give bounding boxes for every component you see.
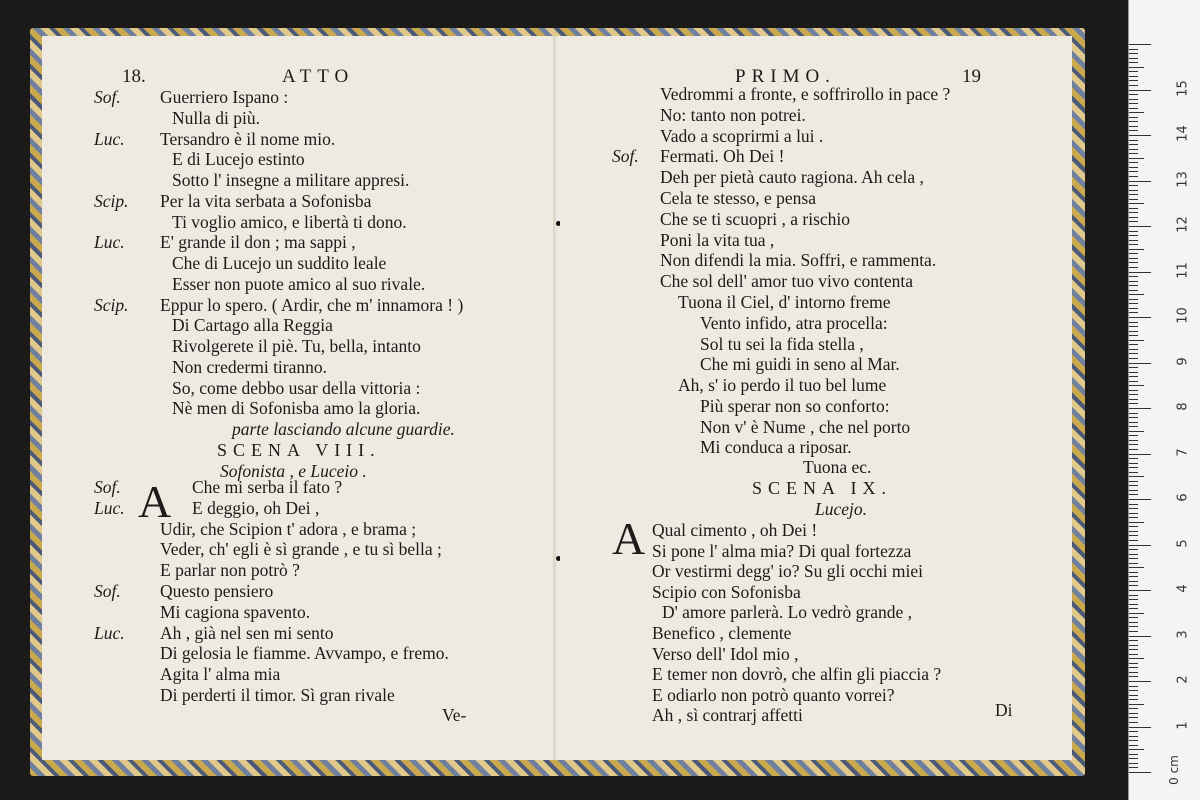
ruler-tick — [1129, 549, 1138, 550]
ruler-tick — [1129, 162, 1138, 163]
text-line: Tersandro è il nome mio. — [160, 128, 336, 149]
ruler-tick — [1129, 749, 1144, 750]
ruler-tick — [1129, 772, 1151, 773]
ruler-label: 7 — [1175, 447, 1191, 457]
ruler-tick — [1129, 758, 1138, 759]
speaker-label: Sof. — [94, 477, 121, 497]
ruler-tick — [1129, 526, 1138, 527]
ruler-tick — [1129, 403, 1138, 404]
ruler-tick — [1129, 363, 1151, 364]
ruler-tick — [1129, 140, 1138, 141]
ruler-tick — [1129, 85, 1138, 86]
ruler-tick — [1129, 636, 1151, 637]
ruler-tick — [1129, 272, 1151, 273]
catchword-left: Ve- — [442, 705, 467, 725]
ruler-label: 10 — [1175, 307, 1191, 324]
ruler-tick — [1129, 290, 1138, 291]
ruler-tick — [1129, 467, 1138, 468]
ruler-tick — [1129, 80, 1138, 81]
text-line: Vedrommi a fronte, e soffrirollo in pace ? — [660, 84, 951, 104]
ruler-tick — [1129, 481, 1138, 482]
ruler-label: 13 — [1175, 170, 1191, 188]
ruler-tick — [1129, 335, 1138, 336]
scene-title-right: SCENA IX. — [752, 478, 893, 498]
ruler-tick — [1129, 303, 1138, 304]
ruler-tick — [1129, 649, 1138, 650]
ruler-tick — [1129, 135, 1151, 136]
ruler-tick — [1129, 413, 1138, 414]
scene-characters-right: Lucejo. — [815, 499, 868, 519]
ruler-tick — [1129, 558, 1138, 559]
ruler-tick — [1129, 281, 1138, 282]
text-line: D' amore parlerà. Lo vedrò grande , — [662, 602, 912, 623]
text-line: Più sperar non so conforto: — [700, 395, 890, 416]
ruler-tick — [1129, 631, 1138, 632]
text-line: Di Cartago alla Reggia — [172, 315, 333, 336]
text-line: Ti voglio amico, e libertà ti dono. — [172, 211, 407, 232]
text-line: Non credermi tiranno. — [172, 356, 328, 377]
text-line: Che mi guidi in seno al Mar. — [700, 354, 900, 375]
text-line: Ah, s' io perdo il tuo bel lume — [678, 375, 887, 395]
page-number-right: 19 — [962, 66, 981, 87]
ruler-tick — [1129, 699, 1138, 700]
ruler-tick — [1129, 167, 1138, 168]
ruler-tick — [1129, 645, 1138, 646]
ruler-tick — [1129, 112, 1144, 113]
ruler-tick — [1129, 367, 1138, 368]
drop-cap-right: A — [612, 513, 646, 564]
ruler-tick — [1129, 763, 1138, 764]
text-line: Vento infido, atra procella: — [700, 312, 888, 333]
ruler-tick — [1129, 708, 1138, 709]
text-line: E parlar non potrò ? — [160, 560, 300, 581]
ruler-tick — [1129, 144, 1138, 145]
ruler-tick — [1129, 736, 1138, 737]
ruler-tick — [1129, 76, 1138, 77]
ruler-tick — [1129, 713, 1138, 714]
text-line: Che mi serba il fato ? — [192, 477, 343, 497]
ruler-tick — [1129, 44, 1151, 45]
ruler-tick — [1129, 358, 1138, 359]
text-line: Fermati. Oh Dei ! — [660, 146, 785, 167]
ruler-tick — [1129, 681, 1151, 682]
ruler-tick — [1129, 581, 1138, 582]
text-line: Non v' è Nume , che nel porto — [700, 416, 911, 437]
text-line: Sol tu sei la fida stella , — [700, 333, 864, 354]
ruler-tick — [1129, 740, 1138, 741]
ruler-tick — [1129, 454, 1151, 455]
ruler-tick — [1129, 463, 1138, 464]
ruler-tick — [1129, 317, 1151, 318]
ruler-tick — [1129, 344, 1138, 345]
text-line: E di Lucejo estinto — [172, 149, 305, 170]
ruler-tick — [1129, 476, 1144, 477]
ruler-tick — [1129, 426, 1138, 427]
ruler-tick — [1129, 622, 1138, 623]
ruler-tick — [1129, 199, 1138, 200]
text-line: Poni la vita tua , — [660, 229, 775, 250]
ruler-tick — [1129, 235, 1138, 236]
ruler-label: 9 — [1175, 356, 1191, 366]
ruler-tick — [1129, 203, 1144, 204]
text-line: Nulla di più. — [172, 107, 260, 128]
text-line: Per la vita serbata a Sofonisba — [160, 190, 372, 211]
ruler-tick — [1129, 490, 1138, 491]
speaker-label: Luc. — [94, 622, 125, 643]
text-line: Che di Lucejo un suddito leale — [172, 253, 387, 273]
ruler-tick — [1129, 485, 1138, 486]
text-line: Di perderti il timor. Sì gran rivale — [160, 685, 395, 705]
text-line: Ah , già nel sen mi sento — [160, 622, 334, 643]
text-line: Esser non puote amico al suo rivale. — [172, 273, 426, 294]
speaker-label: Scip. — [94, 294, 129, 315]
ruler-tick — [1129, 326, 1138, 327]
ruler-tick — [1129, 540, 1138, 541]
ruler-tick — [1129, 613, 1144, 614]
ruler-tick — [1129, 449, 1138, 450]
ruler-tick — [1129, 181, 1151, 182]
ruler-tick — [1129, 417, 1138, 418]
ruler-label: 4 — [1175, 584, 1191, 593]
text-line: Mi conduca a riposar. — [700, 437, 852, 458]
ruler-tick — [1129, 194, 1138, 195]
ruler-tick — [1129, 585, 1138, 586]
ruler-tick — [1129, 121, 1138, 122]
text-line: Di gelosia le fiamme. Avvampo, e fremo. — [160, 643, 449, 664]
ruler-tick — [1129, 408, 1151, 409]
ruler-tick — [1129, 590, 1151, 591]
text-line: Agita l' alma mia — [160, 664, 281, 685]
ruler-tick — [1129, 422, 1138, 423]
ruler-label: 15 — [1175, 79, 1191, 97]
ruler-tick — [1129, 190, 1138, 191]
ruler-tick — [1129, 695, 1138, 696]
ruler-tick — [1129, 458, 1138, 459]
ruler-tick — [1129, 658, 1144, 659]
text-line: Non difendi la mia. Soffri, e rammenta. — [660, 250, 937, 271]
ruler-tick — [1129, 349, 1138, 350]
text-line: Nè men di Sofonisba amo la gloria. — [172, 398, 421, 419]
running-head-left: ATTO — [282, 66, 355, 87]
ruler-tick — [1129, 667, 1138, 668]
text-line: Ah , sì contrarj affetti — [652, 705, 803, 726]
ruler-tick — [1129, 508, 1138, 509]
running-head-right: PRIMO. — [735, 66, 836, 87]
ruler-tick — [1129, 331, 1138, 332]
ruler-tick — [1129, 117, 1138, 118]
text-line: Veder, ch' egli è sì grande , e tu sì bella ; — [160, 539, 442, 560]
ruler-label: 0 cm — [1166, 755, 1181, 785]
ruler-tick — [1129, 686, 1138, 687]
ruler-tick — [1129, 308, 1138, 309]
ruler-tick — [1129, 513, 1138, 514]
ruler-tick — [1129, 212, 1138, 213]
text-line: E temer non dovrò, che alfin gli piaccia ? — [652, 664, 942, 685]
ruler-label: 12 — [1175, 216, 1191, 233]
ruler-tick — [1129, 285, 1138, 286]
ruler-tick — [1129, 126, 1138, 127]
ruler-tick — [1129, 149, 1138, 150]
ruler-label: 2 — [1175, 675, 1191, 684]
ruler-tick — [1129, 312, 1138, 313]
ruler-tick — [1129, 67, 1144, 68]
ruler-tick — [1129, 94, 1138, 95]
right-page — [560, 36, 1072, 760]
text-line: Che sol dell' amor tuo vivo contenta — [660, 271, 913, 292]
ruler-tick — [1129, 727, 1151, 728]
ruler-tick — [1129, 262, 1138, 263]
ruler-tick — [1129, 258, 1138, 259]
text-line: Qual cimento , oh Dei ! — [652, 520, 818, 540]
ruler-tick — [1129, 394, 1138, 395]
speaker-label: Luc. — [94, 128, 125, 149]
ruler-tick — [1129, 249, 1144, 250]
ruler-tick — [1129, 153, 1138, 154]
text-line: E' grande il don ; ma sappi , — [160, 232, 356, 253]
text-line: No: tanto non potrei. — [660, 104, 806, 125]
ruler-tick — [1129, 608, 1138, 609]
ruler-tick — [1129, 626, 1138, 627]
ruler-tick — [1129, 604, 1138, 605]
ruler-tick — [1129, 385, 1144, 386]
ruler-tick — [1129, 754, 1138, 755]
ruler-tick — [1129, 431, 1144, 432]
ruler-tick — [1129, 62, 1138, 63]
ruler-tick — [1129, 704, 1144, 705]
ruler-tick — [1129, 535, 1138, 536]
catchword-right: Di — [995, 700, 1013, 720]
ruler-tick — [1129, 572, 1138, 573]
ruler-tick — [1129, 299, 1138, 300]
text-line: Sotto l' insegne a militare appresi. — [172, 170, 410, 190]
ruler-tick — [1129, 717, 1138, 718]
ruler-tick — [1129, 267, 1138, 268]
ruler-tick — [1129, 221, 1138, 222]
ruler-tick — [1129, 103, 1138, 104]
ruler-tick — [1129, 71, 1138, 72]
ruler-tick — [1129, 244, 1138, 245]
text-line: Questo pensiero — [160, 581, 274, 601]
ruler-tick — [1129, 494, 1138, 495]
text-line: Che se ti scuopri , a rischio — [660, 208, 851, 229]
ruler-label: 6 — [1175, 493, 1191, 502]
stage-direction: parte lasciando alcune guardie. — [232, 419, 455, 439]
ruler-tick — [1129, 208, 1138, 209]
text-line: Si pone l' alma mia? Di qual fortezza — [652, 540, 912, 561]
ruler-tick — [1129, 53, 1138, 54]
ruler-tick — [1129, 672, 1138, 673]
speaker-label: Luc. — [94, 497, 125, 518]
text-line: Eppur lo spero. ( Ardir, che m' innamora ! ) — [160, 294, 464, 315]
ruler-tick — [1129, 563, 1138, 564]
speaker-label: Luc. — [94, 232, 125, 253]
text-line: Udir, che Scipion t' adora , e brama ; — [160, 518, 417, 539]
ruler-tick — [1129, 554, 1138, 555]
ruler-tick — [1129, 617, 1138, 618]
ruler-tick — [1129, 531, 1138, 532]
ruler-tick — [1129, 731, 1138, 732]
left-page — [42, 36, 559, 760]
text-line: Vado a scoprirmi a lui . — [660, 125, 824, 146]
speaker-label: Sof. — [94, 87, 121, 107]
text-line: Mi cagiona spavento. — [160, 601, 311, 622]
ruler-tick — [1129, 185, 1138, 186]
ruler-tick — [1129, 499, 1151, 500]
ruler-tick — [1129, 517, 1138, 518]
ruler-tick — [1129, 322, 1138, 323]
ruler-tick — [1129, 663, 1138, 664]
ruler-label: 8 — [1175, 402, 1191, 411]
ruler-tick — [1129, 372, 1138, 373]
ruler-tick — [1129, 722, 1138, 723]
text-line: Scipio con Sofonisba — [652, 581, 801, 602]
ruler-tick — [1129, 49, 1138, 50]
ruler-tick — [1129, 158, 1144, 159]
ruler-tick — [1129, 399, 1138, 400]
aria-direction: Tuona ec. — [803, 457, 872, 477]
ruler-tick — [1129, 567, 1144, 568]
text-line: Guerriero Ispano : — [160, 87, 289, 107]
drop-cap-left: A — [138, 476, 172, 527]
page-number-left: 18. — [122, 66, 146, 87]
ruler-tick — [1129, 654, 1138, 655]
ruler-tick — [1129, 171, 1138, 172]
ruler-tick — [1129, 690, 1138, 691]
text-line: Verso dell' Idol mio , — [652, 643, 799, 664]
ruler-tick — [1129, 376, 1138, 377]
ruler-tick — [1129, 390, 1138, 391]
ruler-label: 11 — [1175, 261, 1191, 279]
ruler-tick — [1129, 595, 1138, 596]
ruler-tick — [1129, 176, 1138, 177]
ruler-tick — [1129, 472, 1138, 473]
measurement-ruler — [1128, 0, 1200, 800]
ruler-tick — [1129, 381, 1138, 382]
book-spread — [30, 28, 1085, 776]
text-line: So, come debbo usar della vittoria : — [172, 377, 421, 398]
ruler-tick — [1129, 640, 1138, 641]
ruler-tick — [1129, 353, 1138, 354]
speaker-label: Sof. — [94, 581, 121, 601]
ruler-tick — [1129, 504, 1138, 505]
ruler-tick — [1129, 58, 1138, 59]
text-line: Deh per pietà cauto ragiona. Ah cela , — [660, 167, 924, 188]
ruler-tick — [1129, 440, 1138, 441]
ruler-tick — [1129, 545, 1151, 546]
ruler-tick — [1129, 340, 1144, 341]
text-line: Rivolgerete il piè. Tu, bella, intanto — [172, 336, 421, 356]
ruler-tick — [1129, 676, 1138, 677]
ruler-tick — [1129, 294, 1144, 295]
speaker-label: Scip. — [94, 190, 129, 211]
speaker-label: Sof. — [612, 146, 639, 167]
ruler-tick — [1129, 240, 1138, 241]
text-line: Or vestirmi degg' io? Su gli occhi miei — [652, 561, 923, 582]
ruler-tick — [1129, 599, 1138, 600]
ruler-tick — [1129, 231, 1138, 232]
ruler-tick — [1129, 435, 1138, 436]
ruler-tick — [1129, 522, 1144, 523]
text-line: E deggio, oh Dei , — [192, 497, 320, 518]
text-line: Cela te stesso, e pensa — [660, 188, 816, 208]
ruler-label: 3 — [1175, 629, 1191, 639]
ruler-label: 14 — [1175, 125, 1191, 142]
ruler-tick — [1129, 444, 1138, 445]
ruler-tick — [1129, 108, 1138, 109]
ruler-tick — [1129, 253, 1138, 254]
scene-characters-left: Sofonista , e Luceio . — [220, 461, 367, 481]
ruler-tick — [1129, 99, 1138, 100]
ruler-tick — [1129, 767, 1138, 768]
text-line: Tuona il Ciel, d' intorno freme — [678, 292, 891, 312]
ruler-tick — [1129, 90, 1151, 91]
text-line: E odiarlo non potrò quanto vorrei? — [652, 684, 895, 705]
text-line: Benefico , clemente — [652, 623, 792, 643]
ruler-tick — [1129, 576, 1138, 577]
ruler-tick — [1129, 276, 1138, 277]
ruler-tick — [1129, 130, 1138, 131]
ruler-tick — [1129, 226, 1151, 227]
ruler-tick — [1129, 217, 1138, 218]
ruler-label: 5 — [1175, 538, 1191, 548]
ruler-label: 1 — [1175, 720, 1191, 730]
ruler-tick — [1129, 745, 1138, 746]
scene-title-left: SCENA VIII. — [217, 440, 381, 460]
